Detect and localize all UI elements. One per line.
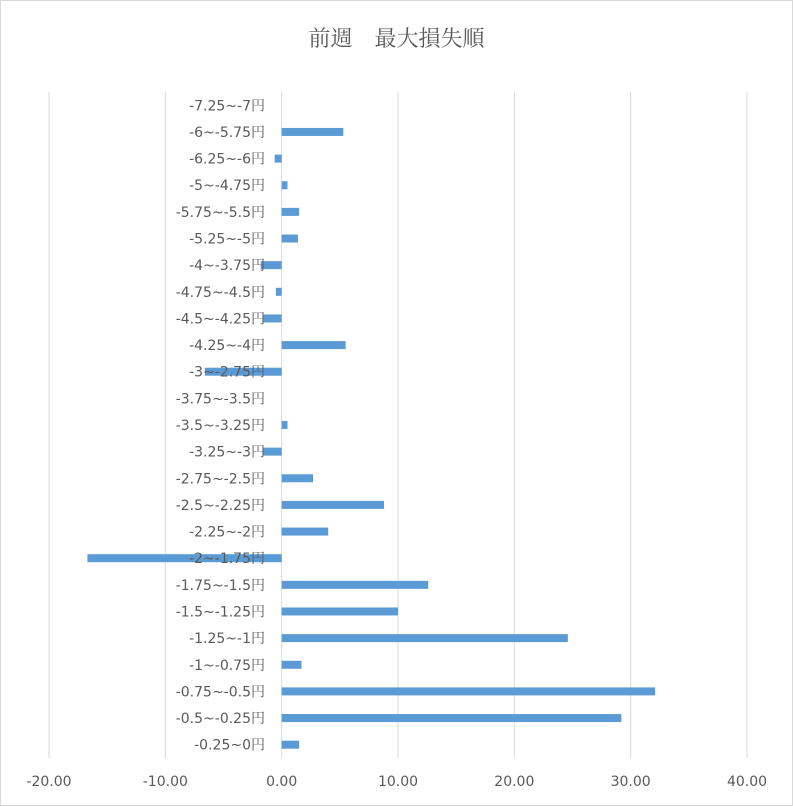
x-tick-label: -10.00: [142, 774, 188, 790]
bar: [282, 581, 429, 589]
bar: [282, 528, 329, 536]
bar: [282, 607, 398, 615]
bar: [282, 661, 302, 669]
category-label: -1.25~-1円: [189, 631, 265, 648]
category-label: -1.75~-1.5円: [175, 577, 265, 594]
bar: [276, 288, 282, 296]
bar: [282, 687, 655, 695]
x-tick-label: 10.00: [377, 774, 419, 790]
bar: [282, 341, 346, 349]
bar: [275, 155, 282, 163]
bar: [263, 448, 282, 456]
bar: [282, 181, 288, 189]
category-label: -3~-2.75円: [189, 364, 265, 381]
bar: [282, 474, 313, 482]
x-tick-label: 40.00: [726, 774, 768, 790]
x-tick-label: 20.00: [494, 774, 535, 790]
grid-lines: [49, 92, 747, 758]
bar: [282, 501, 384, 509]
category-label: -2~-1.75円: [189, 551, 265, 568]
category-label: -4.75~-4.5円: [175, 284, 265, 301]
category-label: -2.5~-2.25円: [175, 497, 265, 514]
category-label: -3.75~-3.5円: [175, 391, 265, 408]
x-tick-label: 0.00: [266, 774, 298, 790]
category-label: -4.25~-4円: [189, 338, 265, 355]
category-label: -0.25~0円: [194, 737, 265, 754]
bar: [282, 128, 344, 136]
category-label: -1~-0.75円: [189, 657, 265, 674]
category-label: -1.5~-1.25円: [175, 604, 265, 621]
category-label: -7.25~-7円: [189, 98, 265, 115]
bar: [282, 714, 622, 722]
category-label: -5.75~-5.5円: [175, 204, 265, 221]
category-labels: [176, 98, 265, 753]
bar: [263, 314, 282, 322]
bar: [282, 741, 299, 749]
category-label: -3.5~-3.25円: [175, 418, 265, 434]
category-label: -4~-3.75円: [189, 258, 265, 275]
x-tick-labels: [26, 774, 767, 790]
category-label: -2.25~-2円: [189, 524, 265, 541]
category-label: -6~-5.75円: [189, 124, 265, 141]
bar: [282, 634, 568, 642]
category-label: -5~-4.75円: [189, 178, 265, 195]
bars: [87, 128, 655, 749]
bar: [282, 235, 298, 243]
category-label: -0.75~-0.5円: [175, 684, 265, 701]
bar: [282, 208, 299, 216]
category-label: -6.25~-6円: [189, 151, 265, 168]
category-label: -2.75~-2.5円: [175, 471, 265, 488]
category-label: -5.25~-5円: [189, 231, 265, 248]
x-tick-label: -20.00: [26, 774, 72, 790]
category-label: -3.25~-3円: [189, 444, 265, 461]
x-tick-label: 30.00: [610, 774, 651, 790]
category-label: -0.5~-0.25円: [175, 711, 265, 728]
bar: [282, 421, 288, 429]
category-label: -4.5~-4.25円: [175, 311, 265, 328]
chart-title: 前週 最大損失順: [308, 27, 485, 52]
